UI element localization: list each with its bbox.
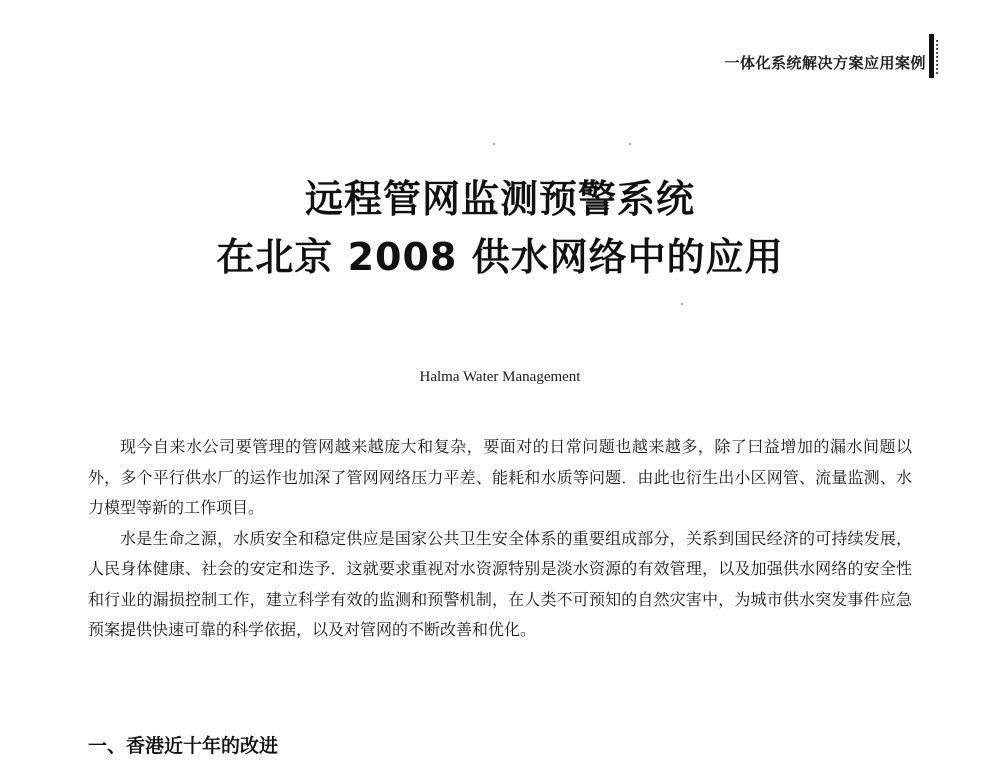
body-text xyxy=(88,432,912,646)
author-line: Halma Water Management xyxy=(419,369,581,385)
scan-speck xyxy=(629,143,631,145)
section-heading: 一、香港近十年的改进 xyxy=(88,735,279,757)
header-dots xyxy=(936,40,940,74)
scan-speck xyxy=(493,143,495,145)
paragraph: 现今自来水公司要管理的管网越来越庞大和复杂，要面对的日常问题也越来越多，除了曰益增加的漏水间题以外，多个平行供水厂的运作也加深了管网网络压力平差、能耗和水质等问题．由此也衍生出小区网管、流量监测、水力模型等新的工作项目。 xyxy=(88,437,912,517)
title-line-1: 远程管网监测预警系统 xyxy=(304,177,695,221)
header-bar xyxy=(929,34,934,78)
page-title xyxy=(0,170,1000,286)
title-line-2: 在北京 2008 供水网络中的应用 xyxy=(216,235,784,279)
running-header: 一体化系统解决方案应用案例 xyxy=(724,54,926,72)
paragraph: 水是生命之源，水质安全和稳定供应是国家公共卫生安全体系的重要组成部分，关系到国民经济的可持续发展，人民身体健康、社会的安定和迭予．这就要求重视对水资源特别是淡水资源的有效管理，以及加强供水网络的安全性和行业的漏损控制工作，建立科学有效的监测和预警机制，在人类不可预知的自然灾害中，为城市供水突发事件应急预案提供快速可靠的科学依据，以及对管网的不断改善和优化。 xyxy=(88,528,912,639)
scan-speck xyxy=(681,303,683,305)
